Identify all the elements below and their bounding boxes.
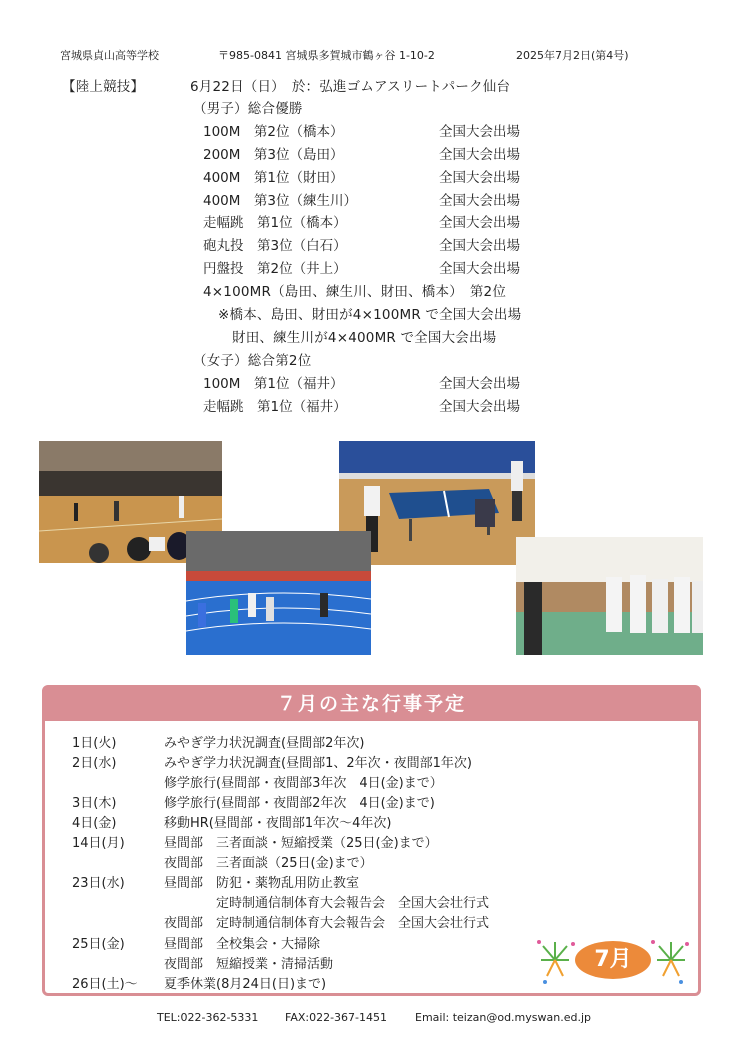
result-event: 100M 第1位（福井） (203, 376, 344, 392)
relay-result: 4×100MR（島田、練生川、財田、橋本） 第2位 (203, 284, 507, 300)
footer-tel: TEL:022-362-5331 (157, 1011, 259, 1024)
schedule-item: 修学旅行(昼間部・夜間部2年次 4日(金)まで) (164, 796, 435, 811)
result-event: 400M 第1位（財田） (203, 170, 344, 186)
schedule-date: 14日(月) (72, 836, 125, 851)
footer-email: Email: teizan@od.myswan.ed.jp (415, 1011, 591, 1024)
result-event: 400M 第3位（練生川） (203, 193, 358, 209)
schedule-item: 定時制通信制体育大会報告会 全国大会壮行式 (164, 896, 490, 911)
schedule-date: 2日(水) (72, 756, 117, 771)
result-note: 全国大会出場 (439, 238, 520, 254)
result-event: 100M 第2位（橋本） (203, 124, 344, 140)
school-name: 宮城県貞山高等学校 (60, 49, 159, 62)
schedule-box (42, 685, 701, 996)
july-badge (533, 932, 693, 988)
footer-fax: FAX:022-367-1451 (285, 1011, 388, 1024)
result-event: 200M 第3位（島田） (203, 147, 344, 163)
result-event: 砲丸投 第3位（白石） (203, 238, 347, 254)
schedule-item: 昼間部 三者面談・短縮授業（25日(金)まで） (164, 836, 438, 851)
photo-judo (516, 537, 703, 655)
schedule-date: 26日(土)～ (72, 977, 138, 992)
men-title: （男子）総合優勝 (193, 101, 303, 117)
result-event: 走幅跳 第1位（福井） (203, 399, 347, 415)
schedule-item: 移動HR(昼間部・夜間部1年次～4年次) (164, 816, 392, 831)
schedule-item: 夏季休業(8月24日(日)まで) (164, 977, 327, 992)
schedule-date: 1日(火) (72, 736, 117, 751)
result-note: 全国大会出場 (439, 124, 520, 140)
schedule-item: みやぎ学力状況調査(昼間部2年次) (164, 736, 365, 751)
july-badge-label: 7月 (594, 947, 632, 972)
schedule-item: 夜間部 三者面談（25日(金)まで） (164, 856, 373, 871)
schedule-date: 4日(金) (72, 816, 117, 831)
event-info: 6月22日（日） 於：弘進ゴムアスリートパーク仙台 (190, 79, 511, 95)
women-title: （女子）総合第2位 (193, 353, 312, 369)
issue-date: 2025年7月2日(第4号) (516, 49, 629, 62)
relay-note-1: ※橋本、島田、財田が4×100MR で全国大会出場 (218, 307, 522, 323)
result-note: 全国大会出場 (439, 215, 520, 231)
result-note: 全国大会出場 (439, 147, 520, 163)
schedule-date: 3日(木) (72, 796, 117, 811)
schedule-item: みやぎ学力状況調査(昼間部1、2年次・夜間部1年次) (164, 756, 472, 771)
relay-note-2: 財田、練生川が4×400MR で全国大会出場 (232, 330, 497, 346)
schedule-date: 23日(水) (72, 876, 125, 891)
schedule-item: 昼間部 全校集会・大掃除 (164, 937, 321, 952)
result-note: 全国大会出場 (439, 376, 520, 392)
result-note: 全国大会出場 (439, 261, 520, 277)
photo-track-race (186, 531, 371, 655)
school-address: 〒985-0841 宮城県多賀城市鶴ヶ谷 1-10-2 (218, 49, 435, 62)
result-event: 走幅跳 第1位（橋本） (203, 215, 347, 231)
result-event: 円盤投 第2位（井上） (203, 261, 347, 277)
result-note: 全国大会出場 (439, 170, 520, 186)
schedule-item: 夜間部 短縮授業・清掃活動 (164, 957, 334, 972)
result-note: 全国大会出場 (439, 193, 520, 209)
schedule-title: ７月の主な行事予定 (45, 688, 698, 721)
schedule-date: 25日(金) (72, 937, 125, 952)
section-heading-athletics: 【陸上競技】 (62, 79, 145, 95)
schedule-item: 修学旅行(昼間部・夜間部3年次 4日(金)まで） (164, 776, 443, 791)
schedule-item: 昼間部 防犯・薬物乱用防止教室 (164, 876, 360, 891)
schedule-item: 夜間部 定時制通信制体育大会報告会 全国大会壮行式 (164, 916, 490, 931)
result-note: 全国大会出場 (439, 399, 520, 415)
